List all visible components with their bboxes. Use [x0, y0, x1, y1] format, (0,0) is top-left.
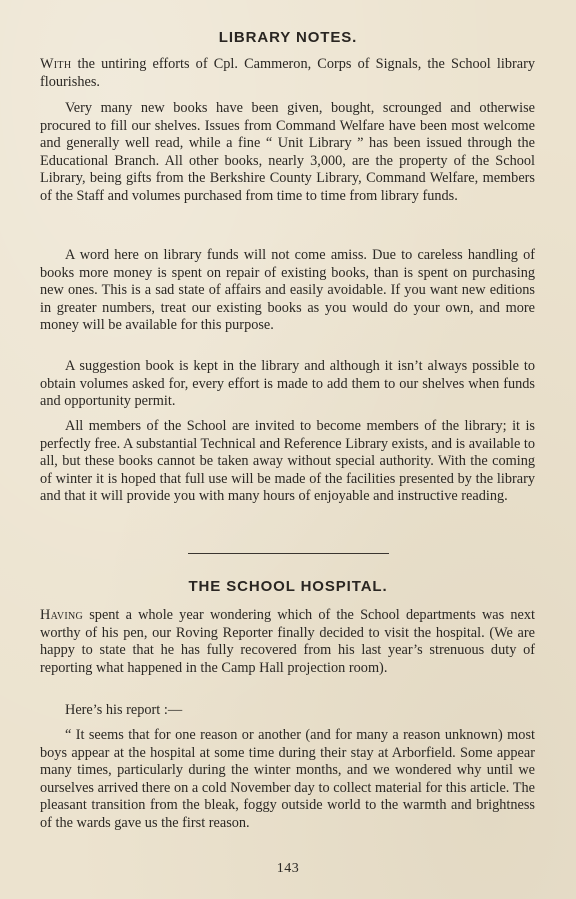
- library-notes-paragraph-1: [40, 56, 535, 91]
- paragraph-lead-word: With: [40, 56, 72, 72]
- page-number: 143: [276, 861, 300, 876]
- library-notes-paragraph-4: A suggestion book is kept in the library and although it isn’t always possible to obtain volumes asked for, every effort is made to add them to our shelves when funds and opportunity permit.: [40, 358, 535, 410]
- school-hospital-heading: THE SCHOOL HOSPITAL.: [188, 578, 388, 595]
- section-divider: [188, 553, 389, 554]
- school-hospital-paragraph-3: “ It seems that for one reason or another (and for many a reason unknown) most boys appear at the hospital at some time during their stay at Arborfield. Some appear many times, particularly during the winter months, and we wondered why until we ourselves arrived there on a cold November day to collect material for this article. The pleasant transition from the bleak, foggy outside world to the warmth and brightness of the wards gave us the first reason.: [40, 727, 535, 831]
- school-hospital-paragraph-2: Here’s his report :—: [65, 702, 183, 718]
- paragraph-text: the untiring efforts of Cpl. Cammeron, Corps of Signals, the School library flourishes.: [40, 56, 535, 90]
- library-notes-heading: LIBRARY NOTES.: [218, 29, 358, 46]
- library-notes-paragraph-3: A word here on library funds will not come amiss. Due to careless handling of books more money is spent on repair of existing books, than is spent on purchasing new ones. This is a sad state of affairs and easily avoidable. If you want new editions in greater numbers, treat our existing books as you would do your own, and more money will be available for this purpose.: [40, 247, 535, 334]
- paragraph-lead-word: Having: [40, 607, 84, 623]
- paragraph-text: spent a whole year wondering which of the School departments was next worthy of his pen, our Roving Reporter finally decided to visit the hospital. (We are happy to state that he has fully recovered from his last year’s strenuous duty of reporting what happened in the Camp Hall projection room).: [40, 607, 535, 676]
- school-hospital-paragraph-1: [40, 607, 535, 677]
- library-notes-paragraph-5: All members of the School are invited to become members of the library; it is perfectly free. A substantial Technical and Reference Library exists, and is available to all, but these books cannot be taken away without special authority. With the coming of winter it is hoped that full use will be made of the facilities presented by the library and that it will provide you with many hours of enjoyable and instructive reading.: [40, 418, 535, 505]
- library-notes-paragraph-2: Very many new books have been given, bought, scrounged and otherwise procured to fill our shelves. Issues from Command Welfare have been most welcome and generally well read, while a fine “ Unit Library ” has been issued through the Educational Branch. All other books, nearly 3,000, are the property of the School Library, being gifts from the Berkshire County Library, Command Welfare, members of the Staff and volumes purchased from time to time from library funds.: [40, 100, 535, 204]
